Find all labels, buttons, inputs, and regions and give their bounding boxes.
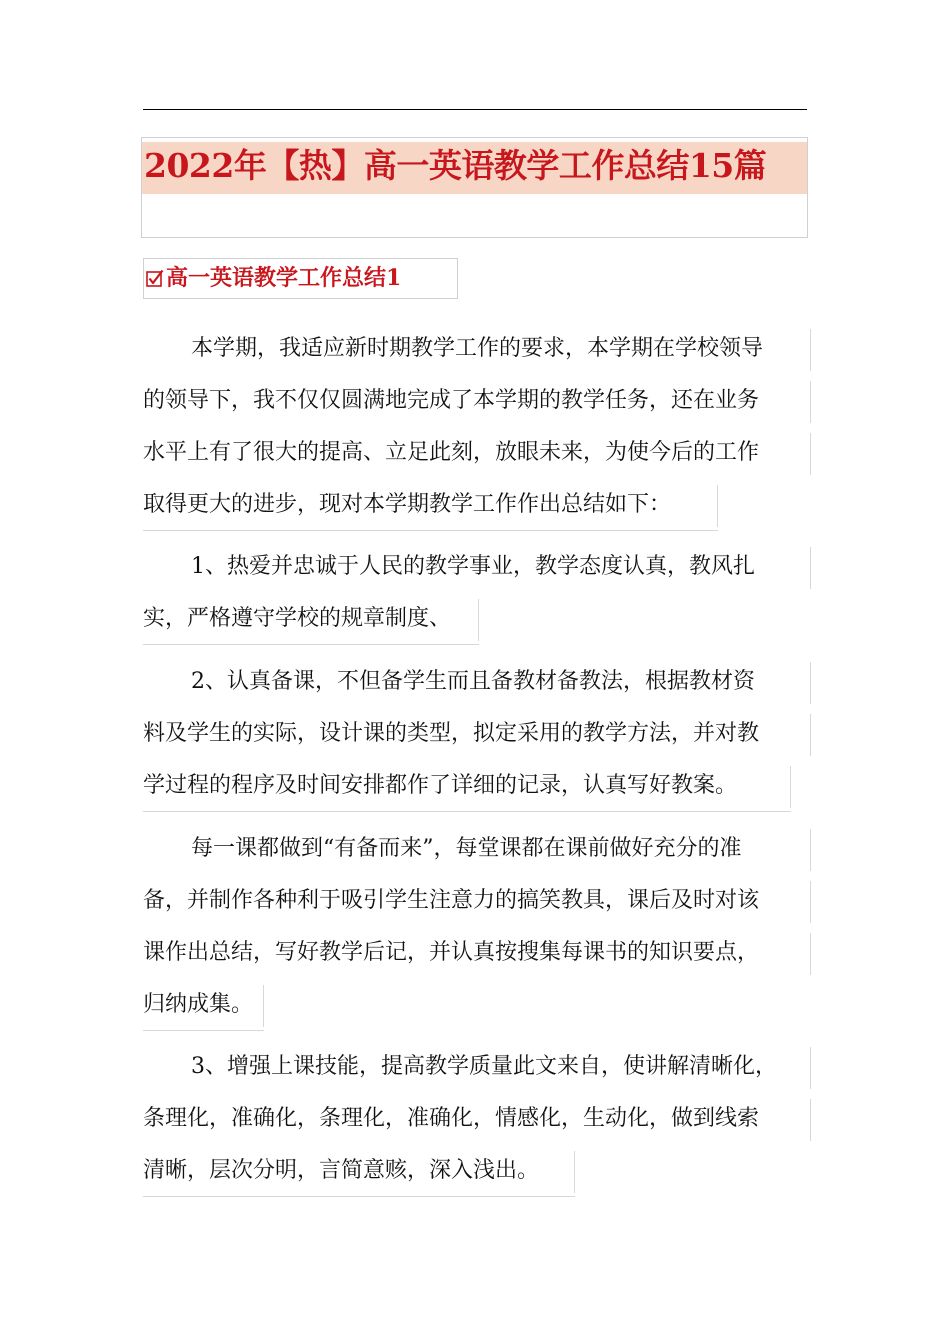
document-title: 2022年【热】高一英语教学工作总结15篇	[144, 146, 767, 185]
text-line: 每一课都做到“有备而来”，每堂课都在课前做好充分的准	[143, 823, 811, 875]
text-line: 的领导下，我不仅仅圆满地完成了本学期的教学任务，还在业务	[143, 375, 811, 427]
checkbox-checked-icon	[146, 269, 164, 287]
text-line: 取得更大的进步，现对本学期教学工作作出总结如下：	[143, 479, 718, 531]
text-line: 2、认真备课，不但备学生而且备教材备教法，根据教材资	[143, 656, 811, 708]
text-line: 课作出总结，写好教学后记，并认真按搜集每课书的知识要点，	[143, 927, 811, 979]
text-line: 学过程的程序及时间安排都作了详细的记录，认真写好教案。	[143, 760, 791, 812]
text-line: 实，严格遵守学校的规章制度、	[143, 593, 479, 645]
text-line: 水平上有了很大的提高、立足此刻，放眼未来，为使今后的工作	[143, 427, 811, 479]
paragraph-2	[143, 541, 811, 645]
section-heading-box	[143, 258, 458, 299]
paragraph-4	[143, 823, 811, 1031]
text-line: 料及学生的实际，设计课的类型，拟定采用的教学方法，并对教	[143, 708, 811, 760]
paragraph-5	[143, 1041, 811, 1197]
text-line: 条理化，准确化，条理化，准确化，情感化，生动化，做到线索	[143, 1093, 811, 1145]
title-box	[141, 137, 808, 238]
text-line: 本学期，我适应新时期教学工作的要求，本学期在学校领导	[143, 323, 811, 375]
top-rule	[143, 109, 807, 110]
text-line: 3、增强上课技能，提高教学质量此文来自，使讲解清晰化，	[143, 1041, 811, 1093]
paragraph-3	[143, 656, 811, 812]
text-line: 归纳成集。	[143, 979, 264, 1031]
section-heading: 高一英语教学工作总结1	[166, 265, 402, 291]
text-line: 备，并制作各种利于吸引学生注意力的搞笑教具，课后及时对该	[143, 875, 811, 927]
text-line: 清晰，层次分明，言简意赅，深入浅出。	[143, 1145, 575, 1197]
paragraph-1	[143, 323, 811, 531]
text-line: 1、热爱并忠诚于人民的教学事业，教学态度认真，教风扎	[143, 541, 811, 593]
